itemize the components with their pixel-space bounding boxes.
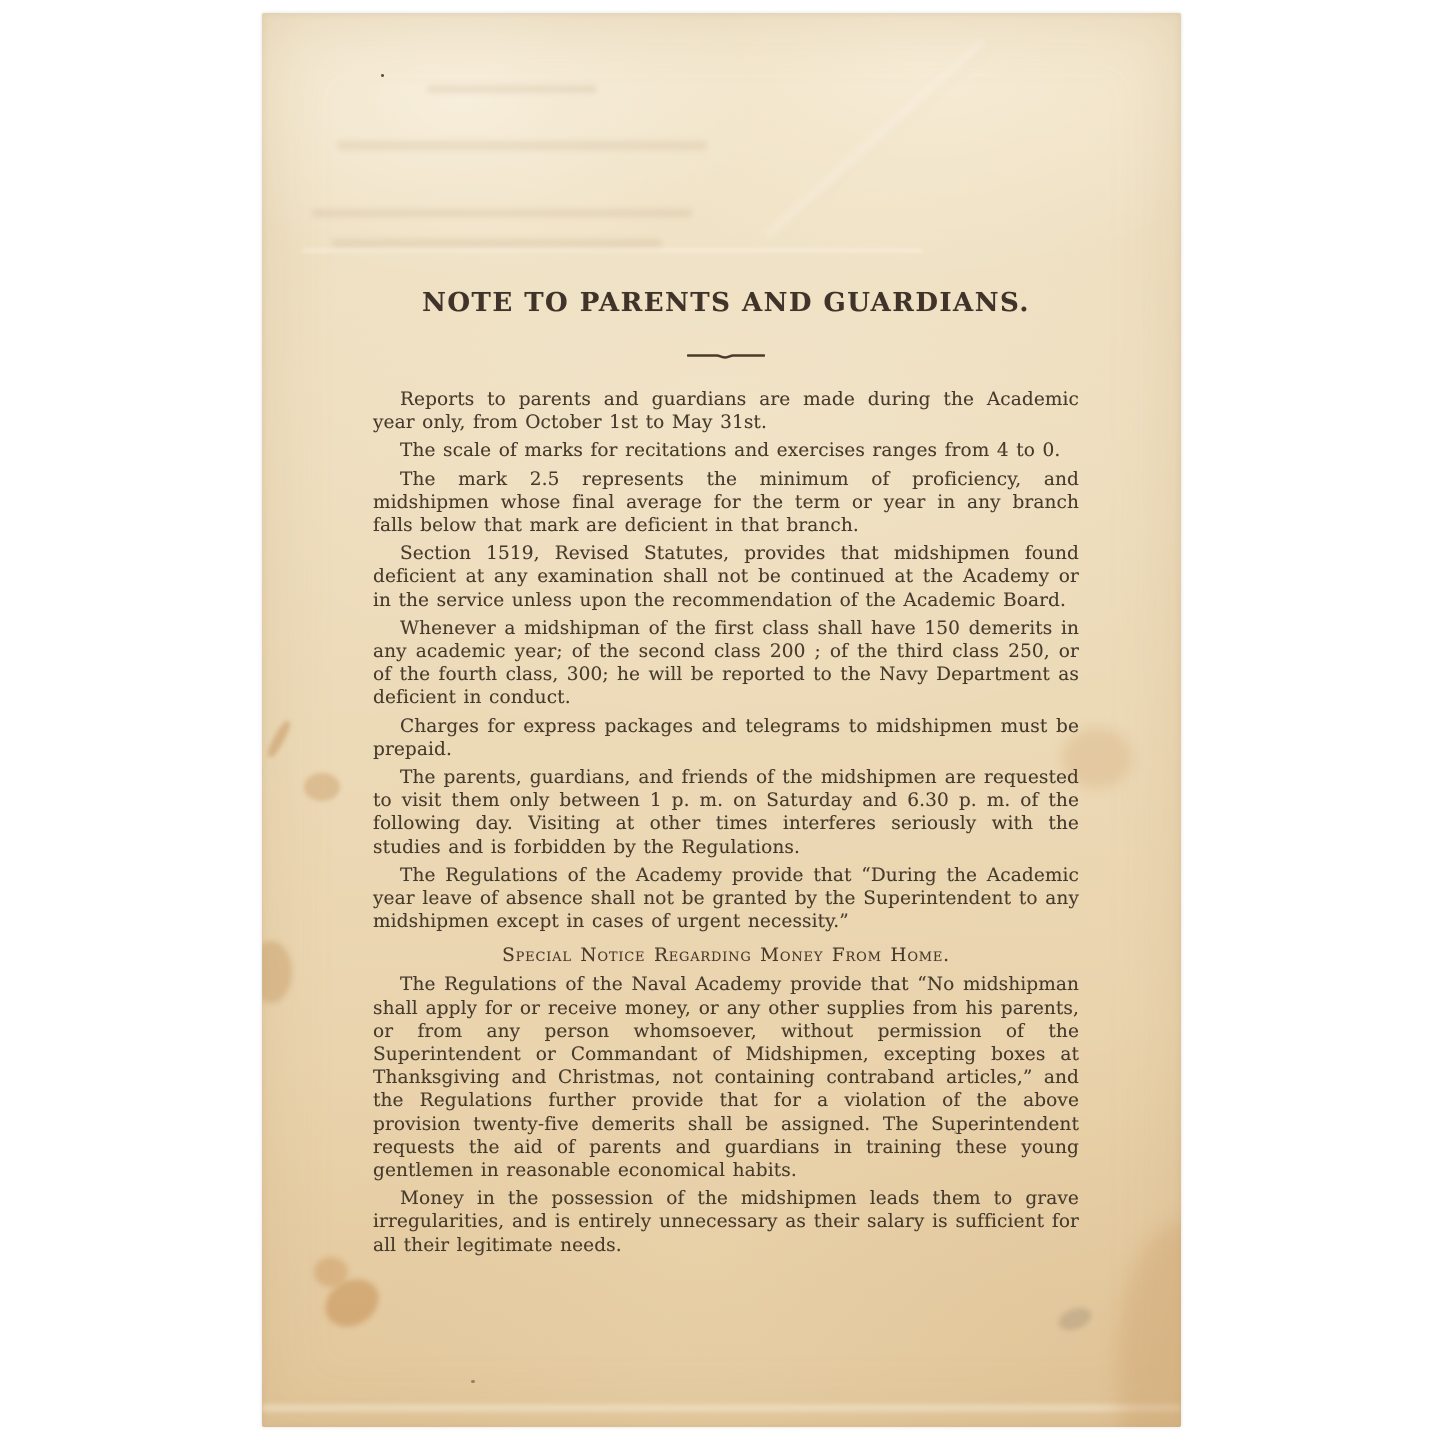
paragraph-charges: Charges for express packages and telegrams to midshipmen must be prepaid. [373, 715, 1079, 760]
paper-stain [262, 941, 292, 1003]
page-title: NOTE TO PARENTS AND GUARDIANS. [422, 288, 1030, 318]
paragraph-leave-of-absence: The Regulations of the Academy provide that “During the Academic year leave of absence shall not be granted by the Superintendent to any midshipmen except in cases of urgent necessity.” [373, 864, 1079, 933]
paragraph-mark-2-5: The mark 2.5 represents the minimum of proficiency, and midshipmen whose final average for the term or year in any branch falls below that mark are deficient in that branch. [373, 468, 1079, 536]
paper-stain [304, 773, 340, 801]
paragraph-reports: Reports to parents and guardians are made during the Academic year only, from October 1st to May 31st. [373, 388, 1079, 434]
paper-stain [1117, 1223, 1181, 1427]
paper-stain [1056, 1304, 1095, 1334]
paragraph-scale-of-marks: The scale of marks for recitations and exercises ranges from 4 to 0. [400, 440, 1061, 462]
paper-fold-line-bottom [262, 1405, 1181, 1411]
paragraph-demerits: Whenever a midshipman of the first class shall have 150 demerits in any academic year; of the second class 200 ; of the third class 250, or of the fourth class, 300; he will be reported to the Navy Department as deficient in conduct. [373, 617, 1079, 709]
document-page [262, 13, 1181, 1427]
special-notice-heading: Special Notice Regarding Money From Home. [502, 945, 950, 967]
divider-rule-glyph [687, 351, 765, 361]
paper-stain [265, 719, 293, 759]
paragraph-money-possession: Money in the possession of the midshipmen leads them to grave irregularities, and is entirely unnecessary as their salary is sufficient for all their legitimate needs. [373, 1188, 1079, 1256]
document-text [373, 13, 1079, 1257]
paper-speck [471, 1380, 475, 1383]
title-divider-rule [687, 351, 765, 361]
paragraph-section-1519: Section 1519, Revised Statutes, provides that midshipmen found deficient at any examination shall not be continued at the Academy or in the service unless upon the recommendation of the Academic Board. [373, 543, 1079, 611]
paragraph-money-regulations: The Regulations of the Naval Academy provide that “No midshipman shall apply for or receive money, or any other supplies from his parents, or from any person whomsoever, without permission of the Superintendent or Commandant of Midshipmen, excepting boxes at Thanksgiving and Christmas, not containing contraband articles,” and the Regulations further provide that for a violation of the above provision twenty-five demerits shall be assigned. The Superintendent requests the aid of parents and guardians in training these young gentlemen in reasonable economical habits. [373, 974, 1079, 1181]
paragraph-visiting: The parents, guardians, and friends of the midshipmen are requested to visit them only between 1 p. m. on Saturday and 6.30 p. m. of the following day. Visiting at other times interferes seriously with the studies and is forbidden by the Regulations. [373, 766, 1079, 858]
paper-stain [314, 1257, 348, 1287]
